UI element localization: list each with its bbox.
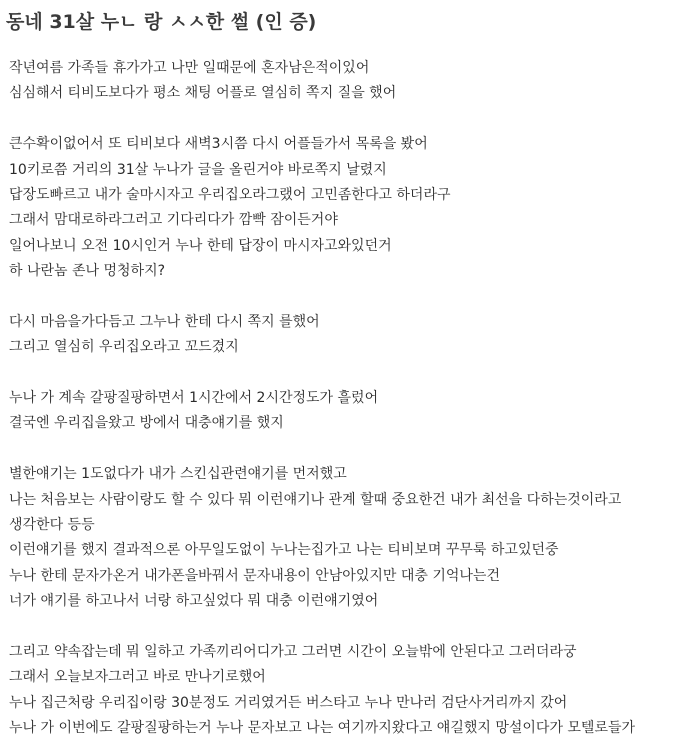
text-line: 누나 가 계속 갈팡질팡하면서 1시간에서 2시간정도가 흘렀어: [9, 390, 379, 407]
text-line: 답장도빠르고 내가 술마시자고 우리집오라그랬어 고민좀한다고 하더라구: [9, 186, 451, 203]
text-line: 너가 얘기를 하고나서 너랑 하고싶었다 뭐 대충 이런얘기였어: [9, 593, 379, 610]
text-line: 그래서 맘대로하라그러고 기다리다가 깜빡 잠이든거야: [9, 212, 338, 229]
post-title: 동네 31살 누ㄴ 랑 ㅅㅅ한 썰 (인 증): [6, 11, 317, 33]
text-line: 별한얘기는 1도없다가 내가 스킨십관련얘기를 먼저했고: [9, 466, 347, 483]
text-line: 누나 집근처랑 우리집이랑 30분정도 거리였거든 버스타고 누나 만나러 검단사거리까지 갔어: [9, 694, 568, 711]
text-line: 그리고 열심히 우리집오라고 꼬드겼지: [9, 339, 239, 356]
text-line: 10키로쯤 거리의 31살 누나가 글을 올린거야 바로쪽지 날렸지: [9, 161, 387, 178]
text-line: 심심해서 티비도보다가 평소 채팅 어플로 열심히 쪽지 질을 했어: [9, 85, 397, 102]
paragraph-gap: [9, 107, 698, 132]
text-line: 일어나보니 오전 10시인거 누나 한테 답장이 마시자고와있던거: [9, 237, 392, 254]
text-line: 큰수확이없어서 또 티비보다 새벽3시쯤 다시 어플들가서 목록을 봤어: [9, 136, 428, 153]
text-line: 작년여름 가족들 휴가가고 나만 일때문에 혼자남은적이있어: [9, 60, 370, 76]
text-line: 다시 마음을가다듬고 그누나 한테 다시 쪽지 를했어: [9, 313, 320, 330]
post: [6, 0, 698, 742]
text-line: 그래서 오늘보자그러고 바로 만나기로했어: [9, 669, 266, 686]
text-line: 결국엔 우리집을왔고 방에서 대충얘기를 했지: [9, 415, 284, 432]
paragraph-gap: [9, 361, 698, 386]
text-line: 나는 처음보는 사람이랑도 할 수 있다 뭐 이런얘기나 관계 할때 중요한건 내가 최선을 다하는것이라고: [9, 491, 622, 508]
paragraph-gap: [9, 615, 698, 640]
text-line: 누나 한테 문자가온거 내가폰을바꿔서 문자내용이 안남아있지만 대충 기억나는건: [9, 567, 500, 584]
paragraph-gap: [9, 285, 698, 310]
text-line: 누나 가 이번에도 갈팡질팡하는거 누나 문자보고 나는 여기까지왔다고 얘길했지 망설이다가 모텔로들가: [9, 720, 636, 737]
post-body: [6, 56, 698, 742]
text-line: 하 나란놈 존나 멍청하지?: [9, 263, 166, 280]
text-line: 이런얘기를 했지 결과적으론 아무일도없이 누나는집가고 나는 티비보며 꾸무룩 하고있던중: [9, 542, 559, 559]
paragraph-gap: [9, 437, 698, 462]
text-line: 그리고 약속잡는데 뭐 일하고 가족끼리어디가고 그러면 시간이 오늘밖에 안된다고 그러더라궁: [9, 643, 577, 660]
text-line: 생각한다 등등: [9, 517, 95, 534]
